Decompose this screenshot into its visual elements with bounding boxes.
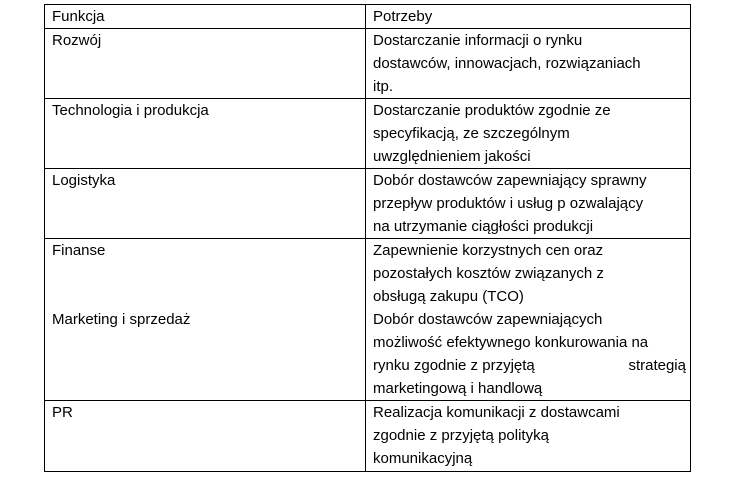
function-label: Marketing i sprzedaż	[52, 311, 191, 328]
needs-cell	[366, 239, 691, 401]
needs-line: przepływ produktów i usług p ozwalający	[373, 195, 644, 212]
table-row	[45, 99, 691, 169]
needs-line: specyfikacją, ze szczególnym	[373, 125, 570, 142]
needs-line: Dostarczanie produktów zgodnie ze	[373, 102, 611, 119]
needs-line-part: rynku zgodnie z przyjętą	[373, 357, 535, 374]
needs-line: dostawców, innowacjach, rozwiązaniach	[373, 55, 641, 72]
table-row	[45, 29, 691, 99]
needs-line: Zapewnienie korzystnych cen oraz	[373, 242, 604, 259]
table-row	[45, 169, 691, 239]
function-label: PR	[52, 404, 73, 421]
needs-line: Dobór dostawców zapewniający sprawny	[373, 172, 647, 189]
table-header-row	[45, 5, 691, 29]
needs-line: pozostałych kosztów związanych z	[373, 265, 604, 282]
needs-cell	[366, 29, 691, 99]
function-cell	[45, 99, 366, 169]
function-cell	[45, 29, 366, 99]
needs-line: marketingową i handlową	[373, 380, 543, 397]
function-label: Rozwój	[52, 32, 102, 49]
needs-cell	[366, 99, 691, 169]
needs-line: obsługą zakupu (TCO)	[373, 288, 524, 305]
function-cell	[45, 239, 366, 401]
needs-line: itp.	[373, 78, 394, 95]
function-cell	[45, 401, 366, 472]
needs-line: na utrzymanie ciągłości produkcji	[373, 218, 594, 235]
needs-line: komunikacyjną	[373, 450, 473, 467]
needs-line: Dostarczanie informacji o rynku	[373, 32, 583, 49]
table-row	[45, 239, 691, 401]
needs-line-justified	[373, 354, 686, 377]
needs-line-part: strategią	[628, 357, 686, 374]
function-label: Logistyka	[52, 172, 116, 189]
functions-needs-table	[44, 4, 691, 472]
function-label: Technologia i produkcja	[52, 102, 209, 119]
table-row	[45, 401, 691, 472]
function-cell	[45, 169, 366, 239]
needs-cell	[366, 169, 691, 239]
needs-line: Dobór dostawców zapewniających	[373, 311, 603, 328]
spacer	[52, 262, 361, 285]
header-function: Funkcja	[45, 5, 366, 29]
needs-line: Realizacja komunikacji z dostawcami	[373, 404, 620, 421]
needs-line: zgodnie z przyjętą polityką	[373, 427, 549, 444]
needs-cell	[366, 401, 691, 472]
needs-line: uwzględnieniem jakości	[373, 148, 531, 165]
needs-line: możliwość efektywnego konkurowania na	[373, 334, 649, 351]
header-needs: Potrzeby	[366, 5, 691, 29]
spacer	[52, 285, 361, 308]
function-label: Finanse	[52, 242, 106, 259]
